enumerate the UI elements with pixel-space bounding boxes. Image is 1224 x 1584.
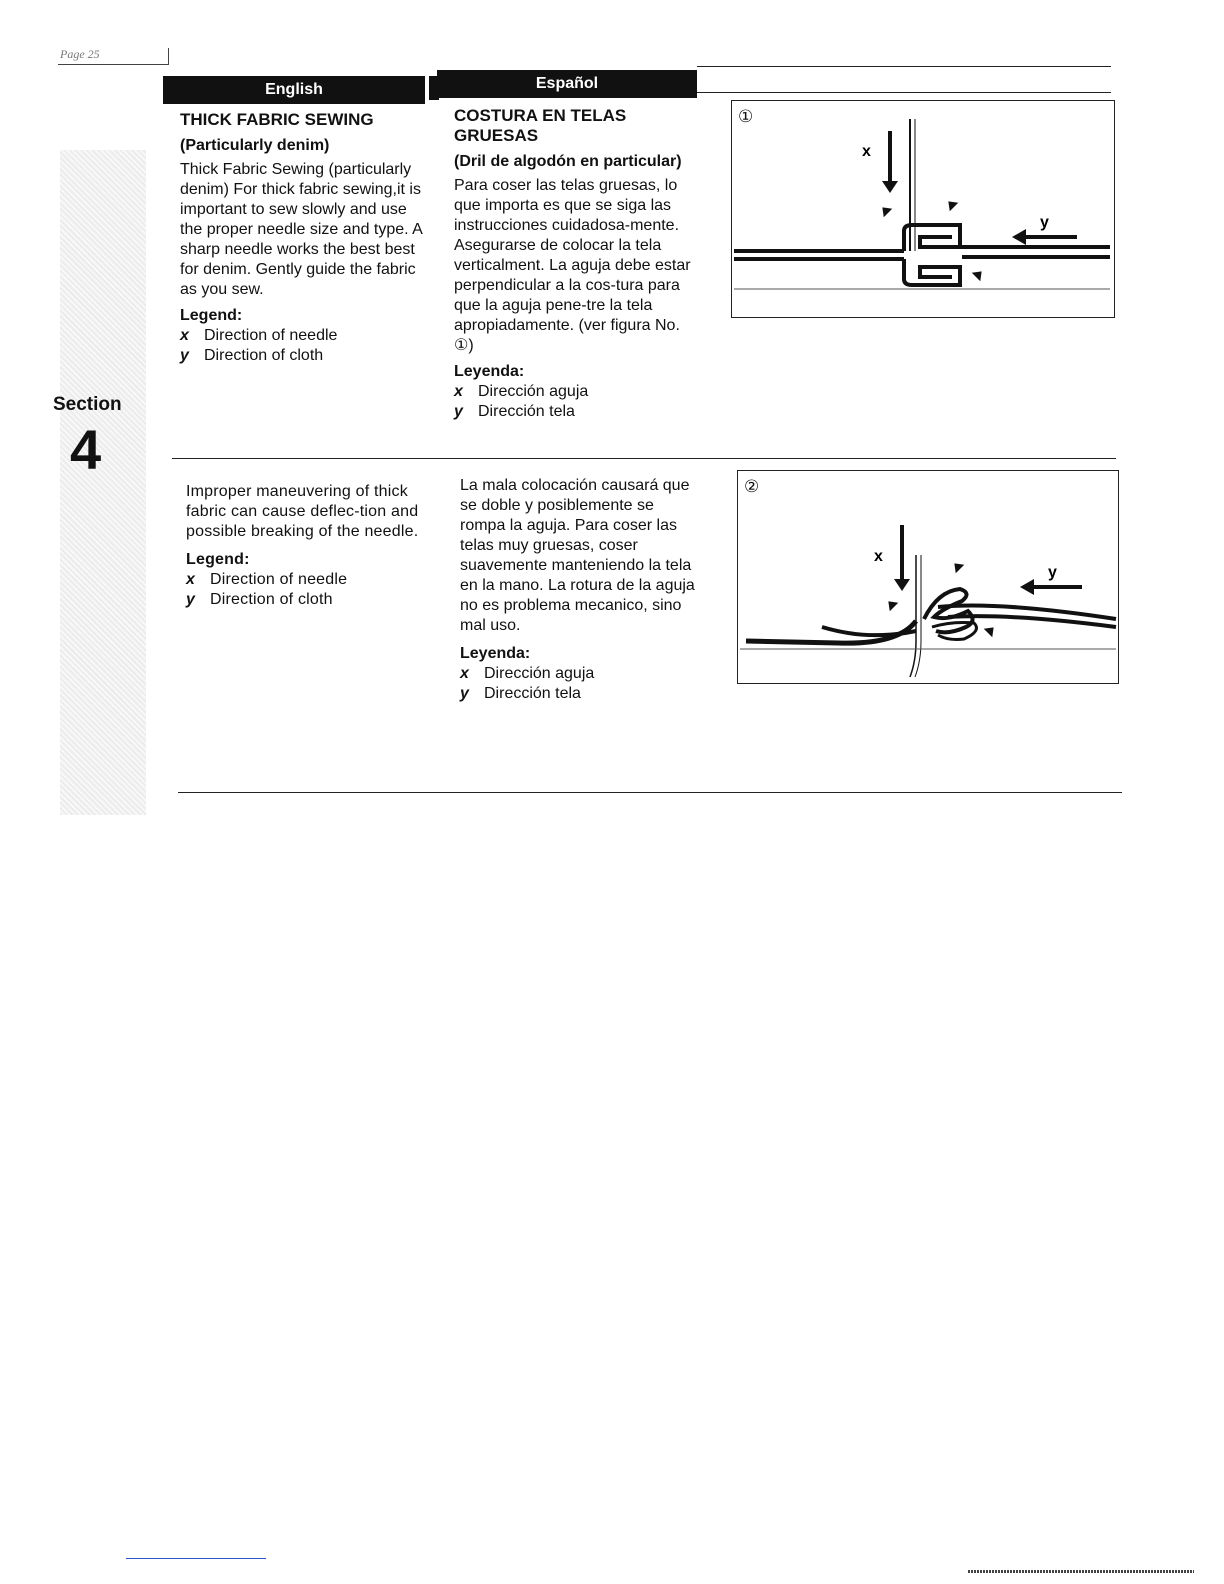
legend-key: x — [454, 383, 463, 400]
english-header — [163, 76, 425, 104]
figure-2-drawing — [738, 471, 1118, 683]
legend-text: Direction of cloth — [210, 591, 333, 608]
legend-text: Dirección aguja — [478, 383, 589, 400]
footer-dots — [968, 1570, 1194, 1573]
legend-key: x — [460, 665, 469, 682]
small-arrow — [950, 559, 964, 573]
figure-2 — [737, 470, 1119, 684]
folded-fabric — [904, 259, 960, 285]
legend-row — [186, 570, 426, 590]
legend-row — [186, 590, 426, 610]
page-tag-text: Page 25 — [60, 47, 100, 61]
legend-key: x — [180, 327, 189, 344]
header-rule-bottom — [697, 92, 1111, 93]
block1-en-legend-title: Legend: — [180, 307, 243, 324]
folded-fabric — [904, 225, 960, 251]
small-arrow — [878, 203, 892, 217]
block2-es-body: La mala colocación causará que se doble y posiblemente se rompa la aguja. Para coser las telas muy gruesas, coser suavemente manteniendo la tela en la mano. La rotura de la aguja no es problema mecanico, sino mal uso. — [460, 477, 695, 634]
arrowhead — [1020, 579, 1034, 595]
small-arrow — [972, 267, 986, 281]
block1-es-legend-title: Leyenda: — [454, 363, 525, 380]
legend-text: Direction of needle — [210, 571, 348, 588]
label-x: x — [862, 143, 871, 160]
legend-key: y — [180, 347, 189, 364]
label-x: x — [874, 548, 883, 565]
legend-row — [454, 402, 698, 422]
figure-1 — [731, 100, 1115, 318]
arrowhead — [882, 181, 898, 193]
arrowhead — [1012, 229, 1026, 245]
block1-en-subtitle: (Particularly denim) — [180, 137, 330, 154]
block2-en-body: Improper maneuvering of thick fabric can cause deflec-tion and possible breaking of the needle. — [186, 483, 419, 540]
fabric-layer — [746, 621, 916, 643]
block2-spanish — [460, 476, 702, 704]
legend-key: y — [186, 591, 196, 608]
section-label: Section — [53, 394, 122, 415]
legend-key: y — [454, 403, 463, 420]
legend-key: x — [186, 571, 196, 588]
legend-text: Dirección tela — [478, 403, 575, 420]
footer-line — [126, 1558, 266, 1559]
block1-es-body: Para coser las telas gruesas, lo que importa es que se siga las instrucciones cuidadosa-mente. Asegurarse de colocar la tela verticalment. La aguja debe estar perpendicular a la cos-tura para que la aguja pene-tre la tela apropiadamente. (ver figura No. ①) — [454, 177, 691, 354]
figure-2-number: ② — [744, 477, 760, 496]
legend-text: Direction of cloth — [204, 347, 324, 364]
block1-es-subtitle: (Dril de algodón en particular) — [454, 153, 682, 170]
legend-row — [180, 346, 428, 366]
legend-key: y — [460, 685, 469, 702]
block-divider — [172, 458, 1116, 459]
legend-row — [460, 664, 702, 684]
section-number: 4 — [70, 418, 102, 481]
legend-text: Dirección aguja — [484, 665, 595, 682]
small-arrow — [884, 597, 898, 611]
spanish-header — [437, 70, 697, 98]
label-y: y — [1040, 214, 1049, 231]
page-tag — [36, 46, 136, 66]
header-rule-top — [697, 66, 1111, 67]
figure-1-number: ① — [738, 107, 754, 126]
legend-row — [180, 326, 428, 346]
spanish-header-label: Español — [535, 75, 599, 92]
legend-text: Direction of needle — [204, 327, 338, 344]
small-arrow — [984, 623, 998, 637]
section-sidebar — [60, 150, 146, 815]
legend-row — [454, 382, 698, 402]
english-header-label: English — [265, 81, 323, 98]
block1-en-body: Thick Fabric Sewing (particularly denim) For thick fabric sewing,it is important to sew slowly and use the proper needle size and type. A sharp needle works the best best for denim. Gently guide the fabric as you sew. — [180, 161, 422, 298]
legend-row — [460, 684, 702, 704]
bottom-rule — [178, 792, 1122, 793]
block1-es-title: COSTURA EN TELAS GRUESAS — [454, 106, 627, 145]
arrowhead — [894, 579, 910, 591]
block1-spanish — [454, 106, 698, 422]
small-arrow — [944, 197, 958, 211]
block1-english — [180, 110, 428, 366]
legend-text: Dirección tela — [484, 685, 581, 702]
block2-es-legend-title: Leyenda: — [460, 645, 531, 662]
crumpled-fabric — [924, 589, 973, 632]
figure-1-drawing — [732, 101, 1114, 317]
block1-en-title: THICK FABRIC SEWING — [180, 110, 374, 129]
label-y: y — [1048, 564, 1057, 581]
block2-english — [186, 482, 426, 610]
bent-needle — [910, 555, 916, 677]
block2-en-legend-title: Legend: — [186, 551, 250, 568]
